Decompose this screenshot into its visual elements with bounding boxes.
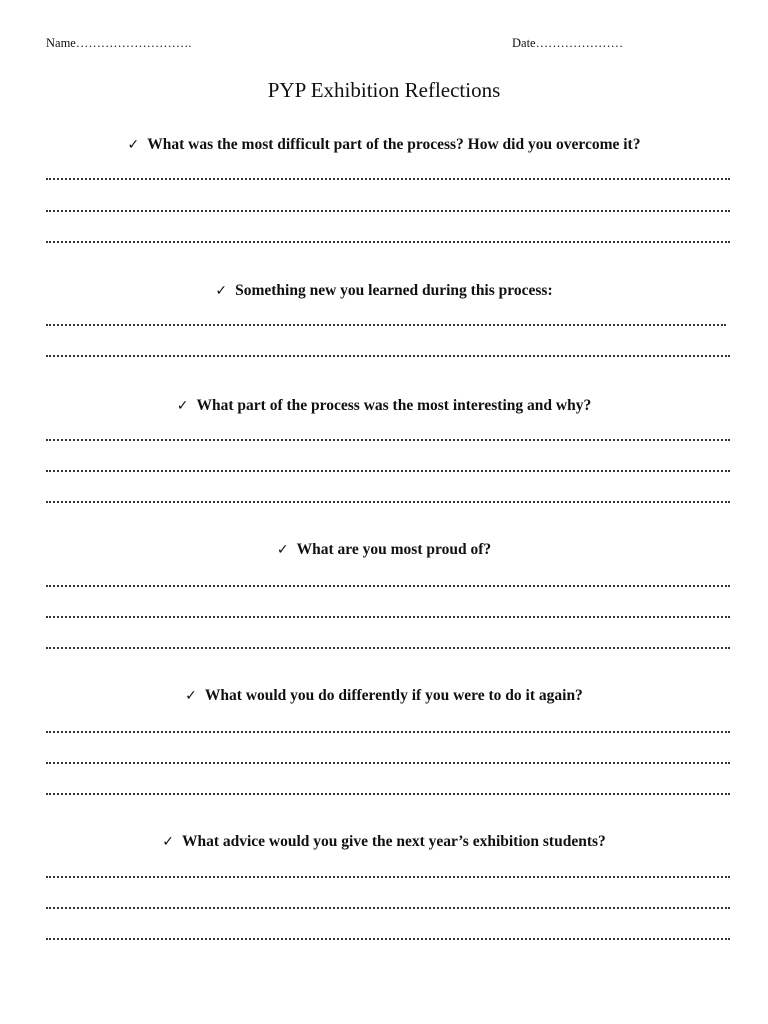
question-4 [0, 541, 768, 559]
question-5 [0, 687, 768, 705]
question-3 [0, 397, 768, 415]
answer-line [46, 876, 730, 878]
answer-line [46, 762, 730, 764]
answer-line [46, 616, 730, 618]
answer-line [46, 585, 730, 587]
checkmark-icon: ✓ [185, 688, 197, 704]
question-text: What would you do differently if you were to do it again? [204, 687, 583, 704]
answer-line [46, 439, 730, 441]
answer-line [46, 731, 730, 733]
checkmark-icon: ✓ [276, 542, 289, 558]
answer-line [46, 324, 726, 326]
answer-line [46, 647, 730, 649]
answer-line [46, 210, 730, 212]
checkmark-icon: ✓ [127, 137, 140, 153]
answer-line [46, 178, 730, 180]
question-1 [0, 136, 768, 154]
checkmark-icon: ✓ [176, 398, 189, 414]
answer-line [46, 907, 730, 909]
name-field: Name………………………. [46, 36, 192, 50]
answer-line [46, 793, 730, 795]
answer-line [46, 355, 730, 357]
question-text: What was the most difficult part of the process? How did you overcome it? [147, 136, 641, 153]
answer-line [46, 501, 730, 503]
question-text: What part of the process was the most interesting and why? [196, 397, 592, 414]
answer-line [46, 938, 730, 940]
checkmark-icon: ✓ [162, 834, 174, 850]
question-text: Something new you learned during this process: [235, 282, 553, 299]
question-2 [0, 282, 768, 300]
answer-line [46, 470, 730, 472]
page-title: PYP Exhibition Reflections [267, 78, 501, 102]
answer-line [46, 241, 730, 243]
question-text: What are you most proud of? [296, 541, 492, 558]
checkmark-icon: ✓ [215, 283, 228, 299]
question-6 [0, 833, 768, 851]
date-field: Date………………… [512, 36, 624, 50]
question-text: What advice would you give the next year’s exhibition students? [181, 833, 606, 850]
